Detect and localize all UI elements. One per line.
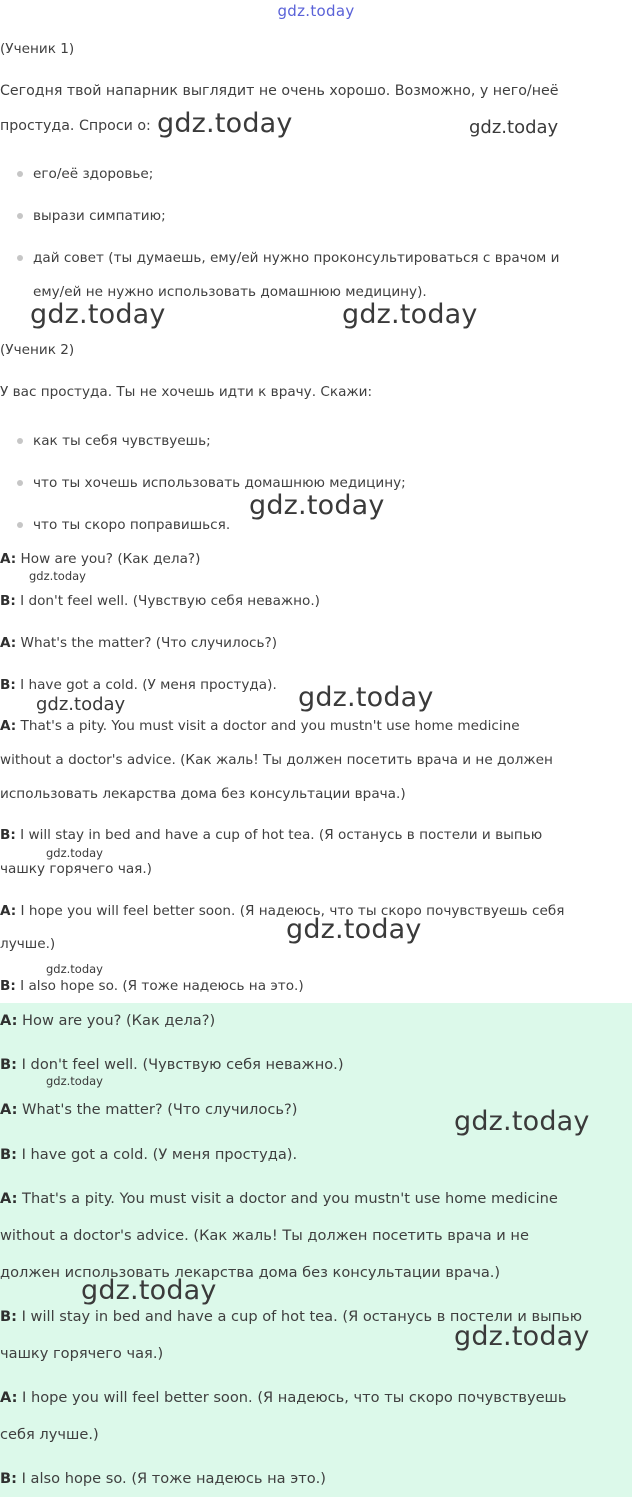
speaker-label: B: xyxy=(0,1146,17,1163)
speaker-label: A: xyxy=(0,635,17,651)
speaker-label: B: xyxy=(0,978,16,994)
dialogue-text: I don't feel well. (Чувствую себя неважно.) xyxy=(16,1056,344,1073)
dialogue-line xyxy=(0,785,632,803)
watermark: gdz.today xyxy=(298,682,434,713)
dialogue-text: I also hope so. (Я тоже надеюсь на это.) xyxy=(16,1470,326,1487)
dialogue-line xyxy=(0,1470,632,1488)
dialogue-text: I will stay in bed and have a cup of hot tea. (Я останусь в постели и выпью xyxy=(16,1308,583,1325)
dialogue-text: чашку горячего чая.) xyxy=(0,861,152,877)
dialogue-text: How are you? (Как дела?) xyxy=(16,551,201,567)
speaker-label: A: xyxy=(0,1389,18,1406)
speaker-label: B: xyxy=(0,827,16,843)
student2-bullet: что ты хочешь использовать домашнюю медицину; xyxy=(33,475,406,491)
watermark: gdz.today xyxy=(29,569,86,583)
bullet-dot xyxy=(17,213,23,219)
dialogue-text: What's the matter? (Что случилось?) xyxy=(17,1101,298,1118)
student2-label: (Ученик 2) xyxy=(0,342,75,358)
student1-bullet: вырази симпатию; xyxy=(33,208,166,224)
dialogue-line xyxy=(0,1389,632,1407)
student1-bullet-cont: ему/ей не нужно использовать домашнюю медицину). xyxy=(33,284,427,300)
watermark: gdz.today xyxy=(46,1074,103,1088)
dialogue-text: должен использовать лекарства дома без консультации врача.) xyxy=(0,1264,501,1281)
dialogue-line xyxy=(0,977,632,995)
speaker-label: B: xyxy=(0,677,16,693)
watermark: gdz.today xyxy=(46,962,103,976)
student1-bullet: дай совет (ты думаешь, ему/ей нужно проконсультироваться с врачом и xyxy=(33,250,560,266)
bullet-dot xyxy=(17,171,23,177)
dialogue-text: How are you? (Как дела?) xyxy=(17,1012,216,1029)
watermark: gdz.today xyxy=(469,117,559,138)
dialogue-line xyxy=(0,592,632,610)
dialogue-text: себя лучше.) xyxy=(0,1426,99,1443)
student1-text-line2: простуда. Спроси о: xyxy=(0,118,151,134)
header-watermark: gdz.today xyxy=(277,2,355,20)
dialogue-text: I have got a cold. (У меня простуда). xyxy=(15,677,277,693)
watermark: gdz.today xyxy=(249,490,385,521)
dialogue-line xyxy=(0,1227,632,1245)
dialogue-text: I hope you will feel better soon. (Я надеюсь, что ты скоро почувствуешь xyxy=(17,1389,567,1406)
speaker-label: A: xyxy=(0,1012,18,1029)
dialogue-line xyxy=(0,717,632,735)
student2-bullet: как ты себя чувствуешь; xyxy=(33,433,211,449)
dialogue-text: I also hope so. (Я тоже надеюсь на это.) xyxy=(15,978,304,994)
watermark: gdz.today xyxy=(454,1321,590,1352)
dialogue-text: I will stay in bed and have a cup of hot tea. (Я останусь в постели и выпью xyxy=(15,827,543,843)
student1-label: (Ученик 1) xyxy=(0,41,75,57)
dialogue-text: without a doctor's advice. (Как жаль! Ты должен посетить врача и не должен xyxy=(0,752,553,768)
dialogue-text: That's a pity. You must visit a doctor and you mustn't use home medicine xyxy=(16,718,520,734)
bullet-dot xyxy=(17,438,23,444)
watermark: gdz.today xyxy=(81,1275,217,1306)
dialogue-line xyxy=(0,1426,632,1444)
dialogue-text: I don't feel well. (Чувствую себя неважно.) xyxy=(15,593,320,609)
watermark: gdz.today xyxy=(36,694,126,715)
dialogue-line xyxy=(0,1146,632,1164)
student2-bullet: что ты скоро поправишься. xyxy=(33,517,231,533)
dialogue-line xyxy=(0,826,632,844)
watermark: gdz.today xyxy=(30,299,166,330)
watermark: gdz.today xyxy=(46,846,103,860)
dialogue-text: использовать лекарства дома без консультации врача.) xyxy=(0,786,406,802)
speaker-label: A: xyxy=(0,718,17,734)
watermark: gdz.today xyxy=(454,1106,590,1137)
dialogue-line xyxy=(0,1012,632,1030)
speaker-label: B: xyxy=(0,593,16,609)
student2-text: У вас простуда. Ты не хочешь идти к врачу. Скажи: xyxy=(0,384,373,400)
dialogue-line xyxy=(0,550,632,568)
dialogue-text: I hope you will feel better soon. (Я надеюсь, что ты скоро почувствуешь себя xyxy=(16,903,565,919)
watermark: gdz.today xyxy=(286,914,422,945)
dialogue-text: without a doctor's advice. (Как жаль! Ты должен посетить врача и не xyxy=(0,1227,529,1244)
speaker-label: B: xyxy=(0,1308,17,1325)
speaker-label: A: xyxy=(0,903,17,919)
dialogue-line xyxy=(0,751,632,769)
bullet-dot xyxy=(17,480,23,486)
watermark: gdz.today xyxy=(157,108,293,139)
student1-bullet: его/её здоровье; xyxy=(33,166,154,182)
bullet-dot xyxy=(17,255,23,261)
dialogue-line xyxy=(0,634,632,652)
speaker-label: A: xyxy=(0,551,17,567)
dialogue-text: What's the matter? (Что случилось?) xyxy=(16,635,278,651)
dialogue-text: I have got a cold. (У меня простуда). xyxy=(16,1146,298,1163)
dialogue-text: чашку горячего чая.) xyxy=(0,1345,164,1362)
dialogue-line xyxy=(0,1056,632,1074)
dialogue-text: лучше.) xyxy=(0,936,56,952)
speaker-label: A: xyxy=(0,1190,18,1207)
dialogue-text: That's a pity. You must visit a doctor and you mustn't use home medicine xyxy=(17,1190,558,1207)
dialogue-line xyxy=(0,1190,632,1208)
dialogue-line xyxy=(0,860,632,878)
student1-text-line1: Сегодня твой напарник выглядит не очень хорошо. Возможно, у него/неё xyxy=(0,83,559,99)
speaker-label: B: xyxy=(0,1056,17,1073)
watermark: gdz.today xyxy=(342,299,478,330)
speaker-label: B: xyxy=(0,1470,17,1487)
speaker-label: A: xyxy=(0,1101,18,1118)
bullet-dot xyxy=(17,522,23,528)
